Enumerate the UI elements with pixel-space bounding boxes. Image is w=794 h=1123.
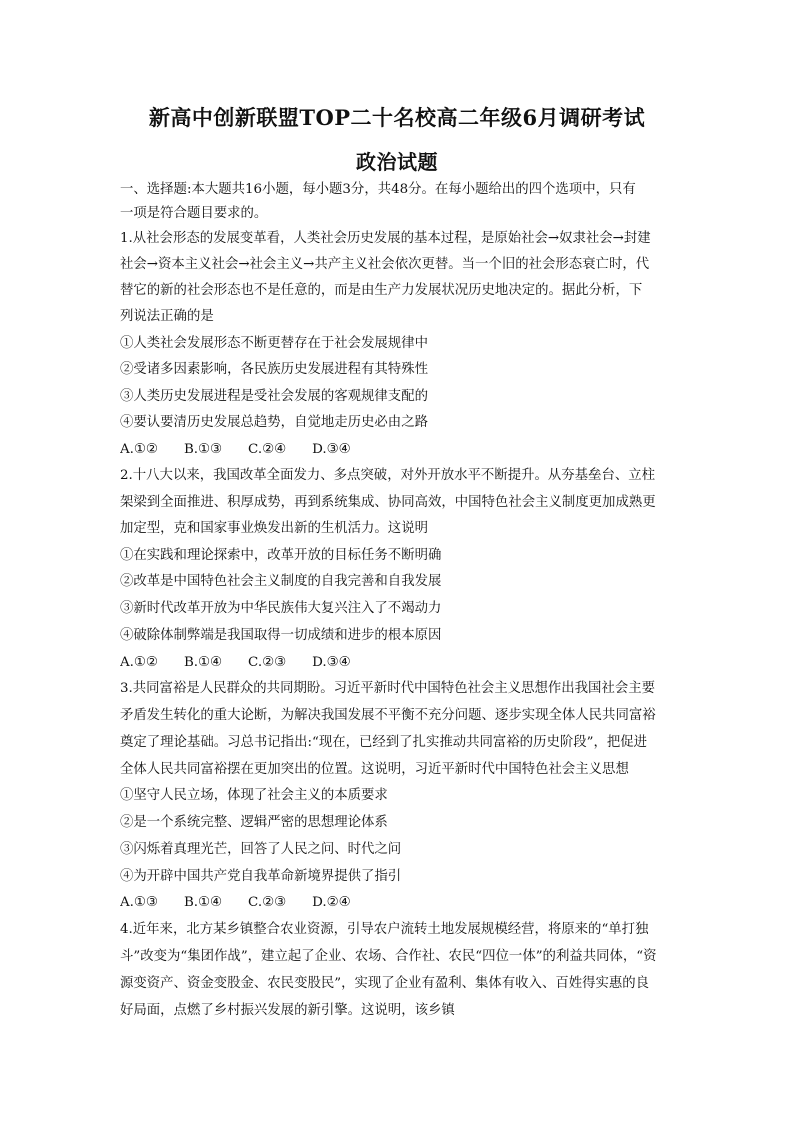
choice-a: A.①③ bbox=[120, 895, 158, 910]
option-line: ①人类社会发展形态不断更替存在于社会发展规律中 bbox=[120, 336, 428, 351]
choice-a: A.①② bbox=[120, 442, 158, 457]
choice-d: D.③④ bbox=[312, 442, 351, 457]
question-stem-line: 列说法正确的是 bbox=[120, 309, 214, 324]
question-stem-line: 3.共同富裕是人民群众的共同期盼。习近平新时代中国特色社会主义思想作出我国社会主要 bbox=[120, 681, 656, 696]
question-stem-line: 矛盾发生转化的重大论断，为解决我国发展不平衡不充分问题、逐步实现全体人民共同富裕 bbox=[120, 708, 656, 723]
choice-b: B.①④ bbox=[183, 895, 223, 910]
question-stem-line: 社会→资本主义社会→社会主义→共产主义社会依次更替。当一个旧的社会形态衰亡时，代 bbox=[120, 257, 650, 272]
option-line: ②改革是中国特色社会主义制度的自我完善和自我发展 bbox=[120, 574, 442, 589]
section-instruction: 一项是符合题目要求的。 bbox=[120, 206, 268, 221]
choice-d: D.②④ bbox=[312, 895, 351, 910]
question-stem-line: 全体人民共同富裕摆在更加突出的位置。这说明，习近平新时代中国特色社会主义思想 bbox=[120, 762, 629, 777]
answer-choices bbox=[120, 441, 676, 459]
choice-c: C.②③ bbox=[248, 895, 287, 910]
question-stem-line: 加定型，克和国家事业焕发出新的生机活力。这说明 bbox=[120, 521, 428, 536]
question-stem-line: 好局面，点燃了乡村振兴发展的新引擎。这说明，该乡镇 bbox=[120, 1003, 455, 1018]
option-line: ④为开辟中国共产党自我革命新境界提供了指引 bbox=[120, 869, 402, 884]
choice-d: D.③④ bbox=[312, 655, 351, 670]
option-line: ③闪烁着真理光芒，回答了人民之问、时代之问 bbox=[120, 842, 402, 857]
question-stem-line: 1.从社会形态的发展变革看，人类社会历史发展的基本过程，是原始社会→奴隶社会→封建 bbox=[120, 231, 651, 246]
option-line: ①坚守人民立场，体现了社会主义的本质要求 bbox=[120, 788, 388, 803]
question-stem-line: 架梁到全面推进、积厚成势，再到系统集成、协同高效，中国特色社会主义制度更加成熟更 bbox=[120, 495, 656, 510]
choice-c: C.②④ bbox=[248, 442, 287, 457]
choice-b: B.①③ bbox=[183, 442, 223, 457]
question-stem-line: 源变资产、资金变股金、农民变股民”，实现了企业有盈利、集体有收入、百姓得实惠的良 bbox=[120, 976, 650, 991]
section-instruction: 一、选择题:本大题共16小题，每小题3分，共48分。在每小题给出的四个选项中，只有 bbox=[120, 182, 636, 197]
choice-c: C.②③ bbox=[248, 655, 287, 670]
option-line: ③人类历史发展进程是受社会发展的客观规律支配的 bbox=[120, 389, 428, 404]
exam-subtitle: 政治试题 bbox=[356, 150, 438, 174]
answer-choices bbox=[120, 894, 676, 912]
option-line: ④破除体制弊端是我国取得一切成绩和进步的根本原因 bbox=[120, 628, 442, 643]
question-stem-line: 奠定了理论基础。习总书记指出:“现在，已经到了扎实推动共同富裕的历史阶段”，把促进 bbox=[120, 735, 648, 750]
option-line: ④要认要清历史发展总趋势，自觉地走历史必由之路 bbox=[120, 415, 428, 430]
choice-a: A.①② bbox=[120, 655, 158, 670]
question-stem-line: 替它的新的社会形态也不是任意的，而是由生产力发展状况历史地决定的。据此分析，下 bbox=[120, 283, 643, 298]
exam-title: 新高中创新联盟TOP二十名校高二年级6月调研考试 bbox=[148, 105, 646, 130]
question-stem-line: 4.近年来，北方某乡镇整合农业资源，引导农户流转土地发展规模经营，将原来的“单打独 bbox=[120, 922, 649, 937]
option-line: ②受诸多因素影响，各民族历史发展进程有其特殊性 bbox=[120, 362, 428, 377]
answer-choices bbox=[120, 654, 676, 672]
question-stem-line: 2.十八大以来，我国改革全面发力、多点突破，对外开放水平不断提升。从夯基垒台、立柱 bbox=[120, 468, 656, 483]
question-stem-line: 斗”改变为“集团作战”，建立起了企业、农场、合作社、农民“四位一体”的利益共同体，“资 bbox=[120, 949, 657, 964]
choice-b: B.①④ bbox=[183, 655, 223, 670]
option-line: ③新时代改革开放为中华民族伟大复兴注入了不竭动力 bbox=[120, 601, 442, 616]
option-line: ①在实践和理论探索中，改革开放的目标任务不断明确 bbox=[120, 548, 442, 563]
option-line: ②是一个系统完整、逻辑严密的思想理论体系 bbox=[120, 815, 388, 830]
